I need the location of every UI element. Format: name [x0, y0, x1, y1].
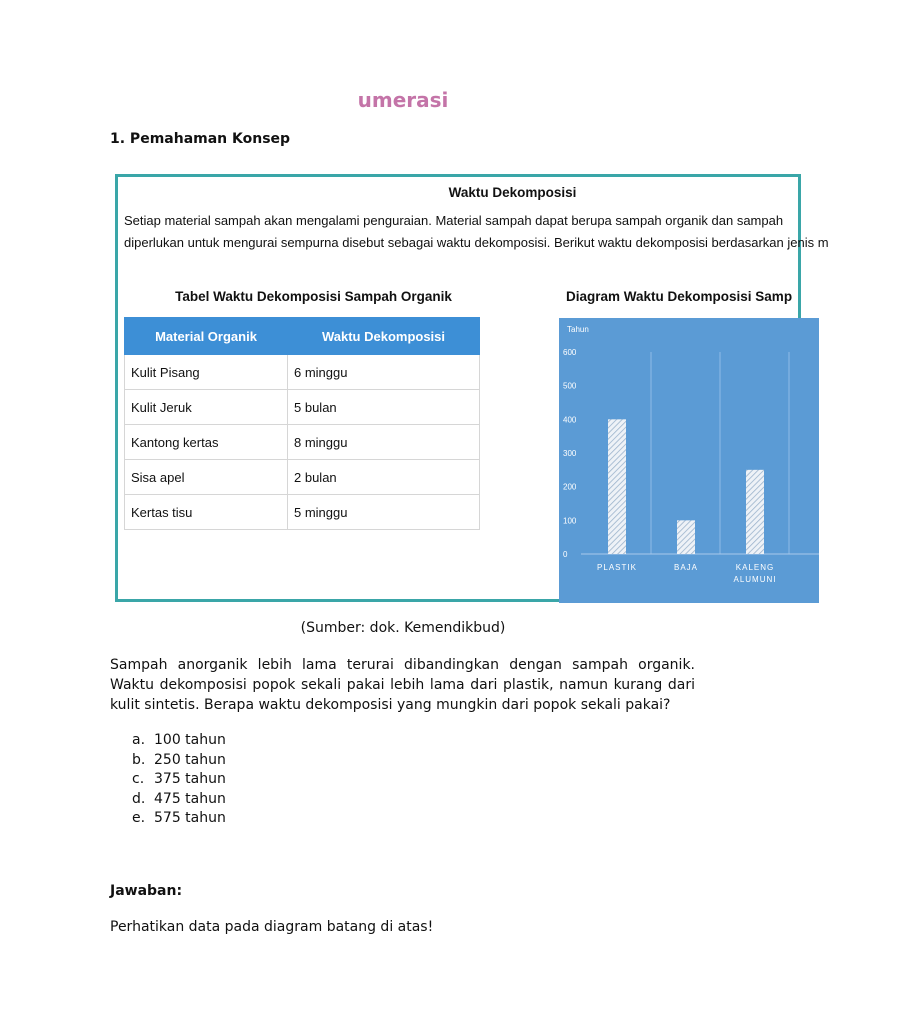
- table-cell-waktu: 2 bulan: [288, 460, 480, 495]
- x-category-label: BAJA: [673, 563, 699, 572]
- y-tick-label: 300: [563, 449, 577, 458]
- option-letter: e.: [132, 810, 146, 826]
- intro-line: Setiap material sampah akan mengalami penguraian. Material sampah dapat berupa sampah organik dan sampah: [124, 213, 784, 228]
- table-header-material: Material Organik: [125, 318, 288, 355]
- x-category-label: KALENG: [735, 563, 775, 572]
- option-item: [110, 770, 226, 790]
- table-cell-material: Kertas tisu: [125, 495, 288, 530]
- table-row: [125, 460, 480, 495]
- option-text: 100 tahun: [154, 732, 226, 748]
- section-title: 1. Pemahaman Konsep: [110, 131, 291, 147]
- option-item: [110, 809, 226, 829]
- bar-chart-svg: [559, 318, 819, 603]
- table-cell-waktu: 5 bulan: [288, 390, 480, 425]
- y-tick-label: 200: [563, 482, 577, 492]
- option-item: [110, 731, 226, 751]
- answer-text: Perhatikan data pada diagram batang di atas!: [110, 919, 434, 935]
- figure-panel: [115, 174, 829, 602]
- option-item: [110, 751, 226, 771]
- chart-title: Diagram Waktu Dekomposisi Samp: [566, 289, 793, 304]
- figure-title: Waktu Dekomposisi: [448, 185, 577, 200]
- table-cell-material: Kulit Jeruk: [125, 390, 288, 425]
- bar-baja: [677, 520, 695, 554]
- table-row: [125, 390, 480, 425]
- figure-intro: [124, 210, 829, 254]
- option-text: 375 tahun: [154, 771, 226, 787]
- table-title: Tabel Waktu Dekomposisi Sampah Organik: [175, 289, 452, 304]
- table-cell-material: Sisa apel: [125, 460, 288, 495]
- option-letter: b.: [132, 751, 146, 768]
- table-row: [125, 425, 480, 460]
- y-tick-label: 400: [563, 415, 577, 425]
- option-item: [110, 790, 226, 810]
- option-text: 475 tahun: [154, 790, 226, 807]
- bar-kaleng: [746, 470, 764, 554]
- x-category-label: PLASTIK: [597, 563, 637, 572]
- intro-line: diperlukan untuk mengurai sempurna disebut sebagai waktu dekomposisi. Berikut waktu dekomposisi berdasarkan jenis m: [124, 235, 829, 250]
- bar-plastik: [608, 419, 626, 554]
- y-tick-label: 100: [563, 516, 577, 526]
- table-cell-material: Kantong kertas: [125, 425, 288, 460]
- y-tick-label: 500: [563, 381, 577, 391]
- y-tick-label: 600: [563, 348, 577, 357]
- x-category-label: ALUMUNI: [733, 575, 777, 584]
- option-letter: d.: [132, 790, 146, 807]
- table-row: [125, 495, 480, 530]
- bar-chart: [559, 318, 819, 603]
- option-letter: c.: [132, 771, 145, 787]
- table-header-waktu: Waktu Dekomposisi: [288, 318, 480, 355]
- table-cell-material: Kulit Pisang: [125, 355, 288, 390]
- table-row: [125, 355, 480, 390]
- option-text: 575 tahun: [154, 810, 226, 826]
- y-tick-label: 0: [563, 550, 568, 559]
- source-caption: (Sumber: dok. Kemendikbud): [300, 620, 506, 636]
- answer-options: [110, 731, 226, 829]
- document-heading: umerasi: [357, 88, 449, 112]
- y-axis-title: Tahun: [567, 325, 589, 334]
- table-cell-waktu: 5 minggu: [288, 495, 480, 530]
- table-cell-waktu: 6 minggu: [288, 355, 480, 390]
- table-cell-waktu: 8 minggu: [288, 425, 480, 460]
- option-text: 250 tahun: [154, 751, 226, 768]
- question-text: Sampah anorganik lebih lama terurai dibandingkan dengan sampah organik. Waktu dekomposisi popok sekali pakai lebih lama dari plastik, namun kurang dari kulit sintetis. Berapa waktu dekomposisi yang mungkin dari popok sekali pakai?: [110, 657, 695, 713]
- answer-label: Jawaban:: [110, 883, 183, 899]
- table-header-row: [125, 318, 480, 355]
- option-letter: a.: [132, 732, 146, 748]
- decomposition-table: [124, 317, 480, 530]
